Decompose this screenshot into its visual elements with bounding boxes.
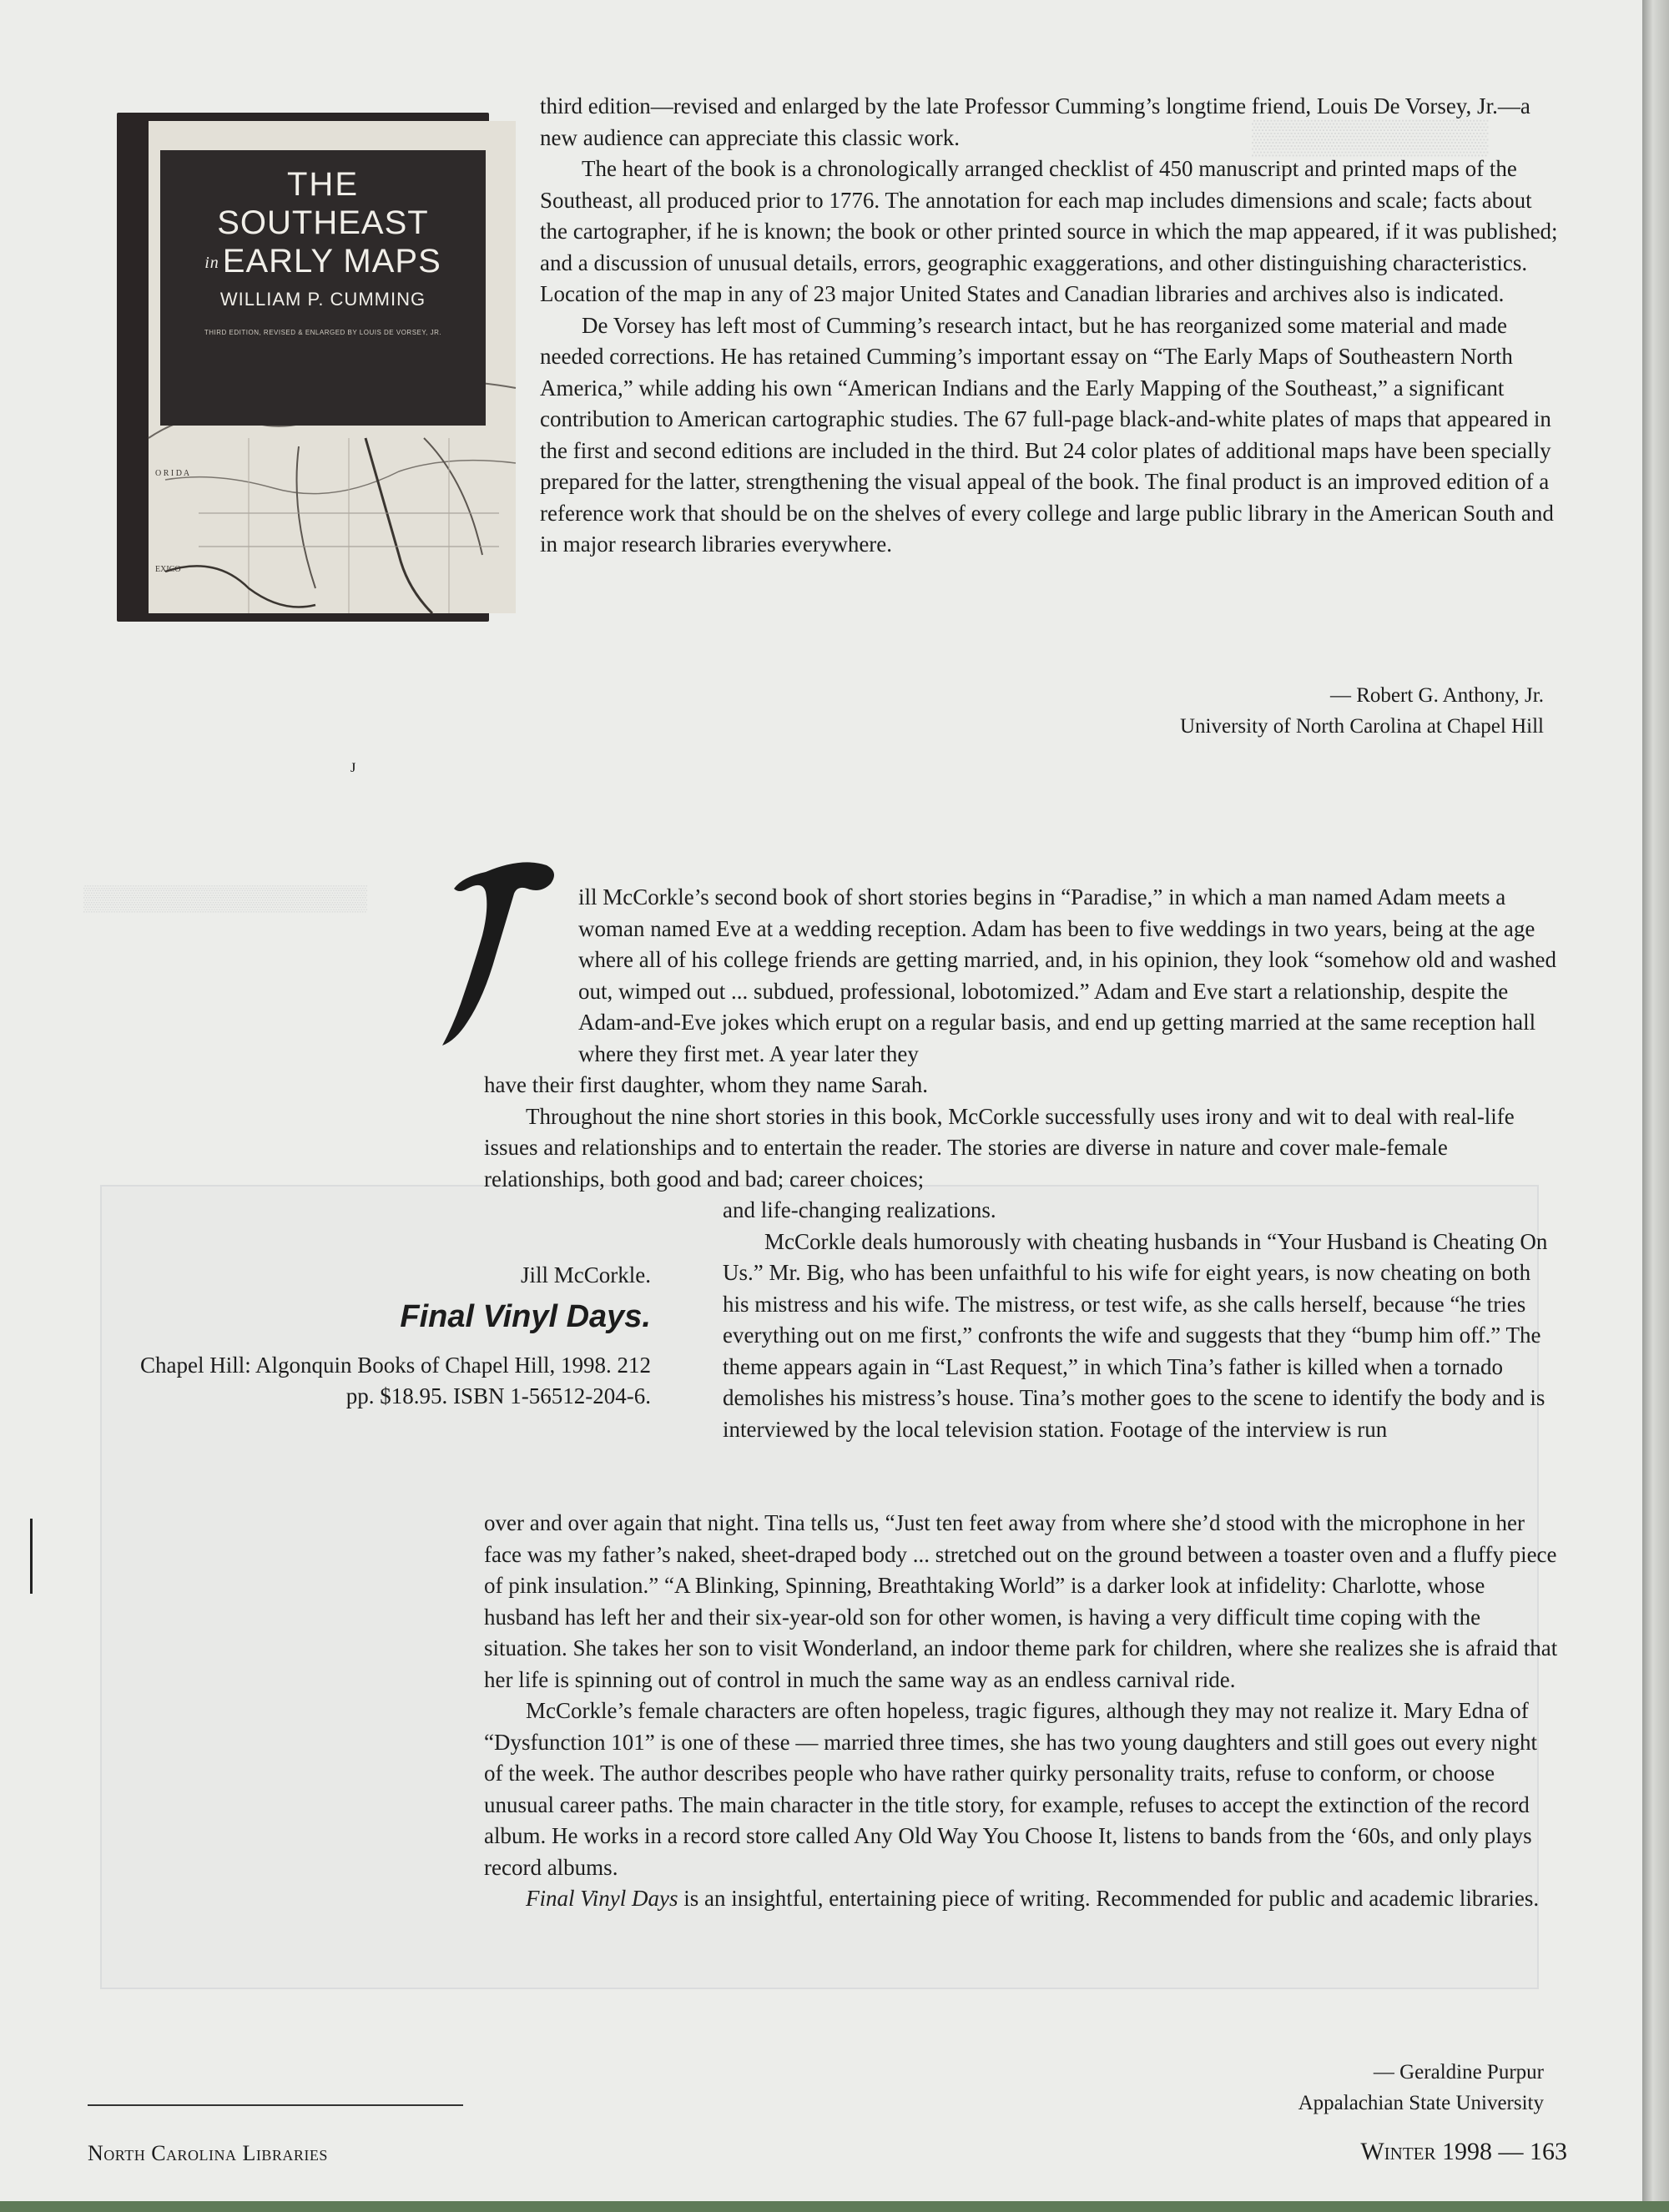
bleed-through-text: ▒▒▒▒▒▒▒▒▒▒ <box>1252 118 1489 155</box>
cover-author: WILLIAM P. CUMMING <box>219 289 426 310</box>
review-1-paragraph: third edition—revised and enlarged by the late Professor Cumming’s longtime friend, Louis De Vorsey, Jr.—a new audience can appreciate this classic work. <box>540 93 1530 150</box>
review-1-signature <box>1180 680 1544 742</box>
citation-publisher: Chapel Hill: Algonquin Books of Chapel Hill, 1998. 212 pp. $18.95. ISBN 1-56512-204-6. <box>140 1352 651 1408</box>
footer-rule <box>88 2104 463 2106</box>
book-citation <box>117 1260 651 1413</box>
review-2-paragraph-2-cont: and life-changing realizations. <box>723 1197 996 1222</box>
review-2-book-title: Final Vinyl Days <box>526 1886 678 1911</box>
review-2-lower <box>484 1508 1558 1915</box>
cover-title-in: in <box>204 254 219 273</box>
citation-author: Jill McCorkle. <box>521 1262 651 1287</box>
reviewer-name: — Robert G. Anthony, Jr. <box>1329 684 1544 707</box>
bottom-edge <box>0 2201 1669 2212</box>
footer-journal-name: North Carolina Libraries <box>88 2141 328 2165</box>
review-2-paragraph-4: McCorkle’s female characters are often hopeless, tragic figures, although they may not realize it. Mary Edna of “Dysfunction 101” is one of these — married three times, she has two young daughters and still goes out every night of the week. The author describes people who have rather quirky personality traits, refuse to conform, or choose unusual career paths. The main character in the title story, for example, refuses to accept the extinction of the record album. He works in a record store called Any Old Way You Choose It, listens to bands from the ‘60s, and only plays record albums. <box>484 1698 1537 1880</box>
cover-title-the: THE <box>287 166 359 203</box>
review-2-paragraph-3-cont: over and over again that night. Tina tells us, “Just ten feet away from where she’d stood with the microphone in her face was my father’s naked, sheet-draped body ... stretched out on the ground between a toaster oven and a fluffy piece of pink insulation.” “A Blinking, Spinning, Breathtaking World” is a darker look at infidelity: Charlotte, whose husband has left her and their six-year-old son for other women, is having a very difficult time coping with the situation. She takes her son to visit Wonderland, an indoor theme park for children, where she realizes she is afraid that her life is spinning out of control in much the same way as an endless carnival ride. <box>484 1510 1558 1692</box>
review-2-paragraph-5-text: is an insightful, entertaining piece of writing. Recommended for public and academic libraries. <box>678 1886 1540 1911</box>
review-1-paragraph: De Vorsey has left most of Cumming’s research intact, but he has reorganized some material and made needed corrections. He has retained Cumming’s important essay on “The Early Maps of Southeastern North America,” while adding his own “American Indians and the Early Mapping of the Southeast,” a significant contribution to American cartographic studies. The 67 full-page black-and-white plates of maps that appeared in the first and second editions are included in the third. But 24 color plates of additional maps have been specially prepared for the latter, strengthening the visual appeal of the book. The final product is an improved edition of a reference work that should be on the shelves of every college and large public library in the American South and in major research libraries everywhere. <box>540 312 1554 557</box>
review-2-beside-citation <box>723 1195 1558 1445</box>
review-1-paragraph: The heart of the book is a chronologically arranged checklist of 450 manuscript and printed maps of the Southeast, all produced prior to 1776. The annotation for each map includes dimensions and scale; facts about the cartographer, if he is known; the book or other printed source in which the map appeared, if it was published; and a discussion of unusual details, errors, geographic exaggerations, and other distinguishing characteristics. Location of the map in any of 23 major United States and Canadian libraries and archives also is indicated. <box>540 156 1558 306</box>
review-2-signature <box>1298 2057 1544 2119</box>
review-2-paragraph-3: McCorkle deals humorously with cheating husbands in “Your Husband is Cheating On Us.” Mr. Big, who has been unfaithful to his wife for eight years, is now cheating on both his mistress and his wife. The mistress, or test wife, as she calls herself, because “he tries everything out on me first,” confronts the wife and suggests that they “bump him off.” The theme appears again in “Last Request,” in which Tina’s father is killed when a tornado demolishes his mistress’s house. Tina’s mother goes to the scene to identify the body and is interviewed by the local television station. Footage of the interview is run <box>723 1228 1548 1442</box>
cover-title-southeast: SOUTHEAST <box>217 204 429 241</box>
drop-cap <box>350 761 559 1047</box>
review-2-opening-cont: have their first daughter, whom they name Sarah. <box>484 1072 928 1097</box>
reviewer-affiliation: Appalachian State University <box>1298 2092 1544 2114</box>
cover-edition-note: THIRD EDITION, REVISED & ENLARGED BY LOUIS DE VORSEY, JR. <box>204 329 442 337</box>
reviewer-name: — Geraldine Purpur <box>1373 2061 1544 2084</box>
book-cover-image <box>117 113 489 622</box>
bleed-through-text: ▒▒▒▒▒▒▒▒▒▒▒▒▒▒▒▒ <box>83 884 368 912</box>
review-2-paragraph-5 <box>484 1883 1558 1915</box>
cover-title-early-maps-text: EARLY MAPS <box>222 243 441 280</box>
cover-title-early-maps <box>160 242 486 282</box>
drop-cap-letter: J <box>350 761 356 775</box>
review-2-opening <box>578 882 1558 1070</box>
map-label-mexico: EXICO <box>155 565 181 574</box>
citation-title: Final Vinyl Days. <box>400 1298 651 1334</box>
review-1-body <box>540 91 1558 561</box>
reviewer-affiliation: University of North Carolina at Chapel Hill <box>1179 715 1544 738</box>
review-2-opening-text: ill McCorkle’s second book of short stories begins in “Paradise,” in which a man named Adam meets a woman named Eve at a wedding reception. Adam has been to five weddings in two years, being at the age where all of his college friends are getting married, and, in his opinion, they look “somehow old and washed out, wimped out ... subdued, professional, lobotomized.” Adam and Eve start a relationship, despite the Adam-and-Eve jokes which erupt on a regular basis, and end up getting married at the same reception hall where they first met. A year later they <box>578 884 1556 1066</box>
map-label-florida: O R I D A <box>155 469 190 478</box>
margin-mark <box>30 1519 33 1594</box>
review-2-paragraph-2: Throughout the nine short stories in this book, McCorkle successfully uses irony and wit to deal with real-life issues and relationships and to entertain the reader. The stories are diverse in nature and cover male-female relationships, both good and bad; career choices; <box>484 1103 1515 1192</box>
cover-title-panel <box>160 150 486 426</box>
review-2-block <box>484 1070 1558 1195</box>
footer-issue-page: Winter 1998 — 163 <box>1360 2138 1567 2165</box>
page-edge <box>1642 0 1669 2212</box>
